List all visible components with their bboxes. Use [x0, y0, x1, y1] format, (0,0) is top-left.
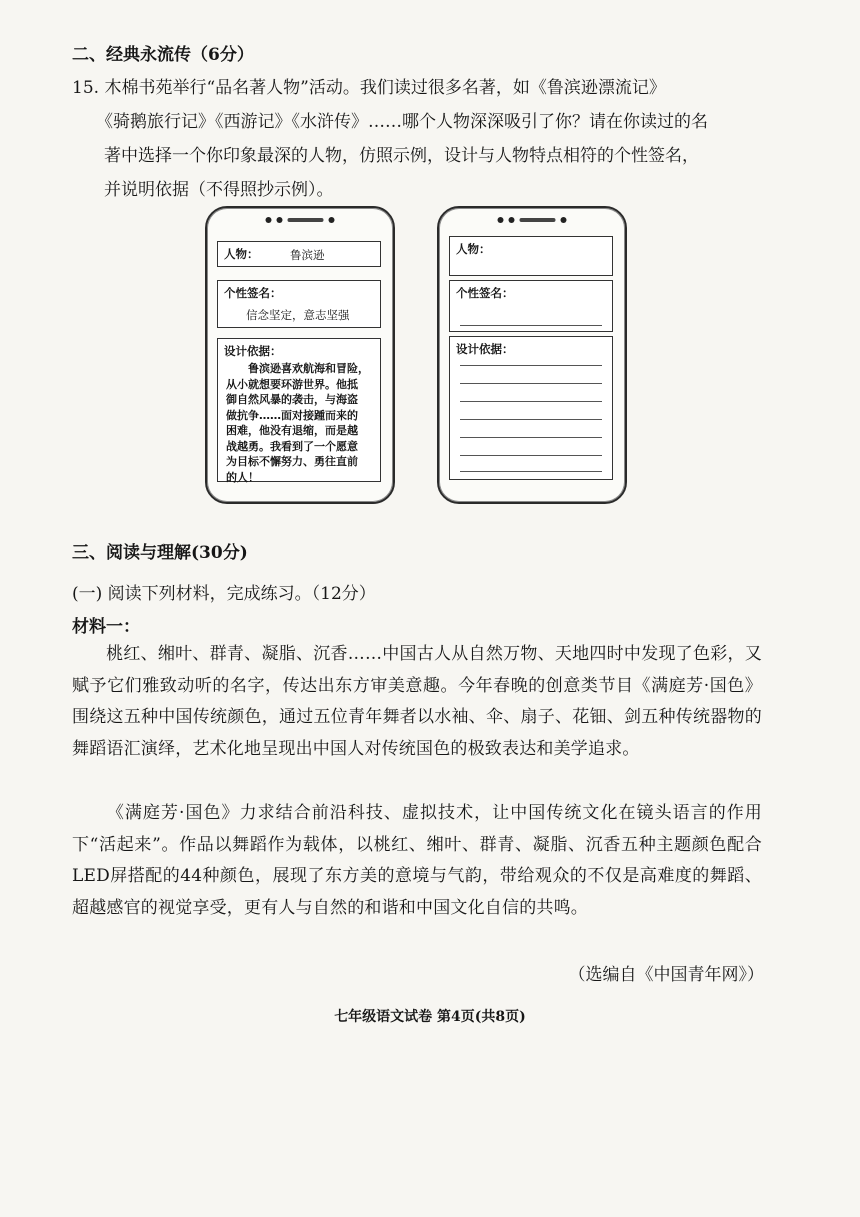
basis-line: 做抗争……面对接踵而来的: [226, 408, 358, 422]
basis-line: 困难，他没有退缩，而是越: [226, 424, 358, 437]
person-label: 人物：: [456, 242, 491, 256]
basis-line: 为目标不懈努力、勇往直前: [226, 455, 358, 468]
paragraph-text: 桃红、缃叶、群青、凝脂、沉香……中国古人从自然万物、天地四时中发现了色彩，又赋予它们雅致动听的名字，传达出东方审美意趣。今年春晚的创意类节目《满庭芳·国色》围绕这五种中国传统颜色，通过五位青年舞者以水袖、伞、扇子、花钿、剑五种传统器物的舞蹈语汇演绎，艺术化地呈现出中国人对传统国色的极致表达和美学追求。: [72, 644, 762, 759]
material-1-paragraph-2: [72, 798, 762, 924]
basis-label: 设计依据：: [456, 342, 514, 356]
person-value: 鲁滨逊: [290, 248, 325, 262]
question-15-line-4: 并说明依据（不得照抄示例）。: [104, 180, 334, 200]
basis-label: 设计依据：: [224, 344, 282, 358]
source-citation: （选编自《中国青年网》）: [568, 965, 764, 985]
example-phone: [205, 206, 395, 504]
material-1-paragraph-1: [72, 639, 762, 765]
basis-line: 从小就想要环游世界。他抵: [226, 377, 358, 391]
example-basis-field: [217, 338, 381, 482]
blank-phone: [437, 206, 627, 504]
question-15-line-1: 15. 木棉书苑举行“品名著人物”活动。我们读过很多名著，如《鲁滨逊漂流记》: [72, 78, 666, 98]
section-2-title: 二、经典永流传（6分）: [72, 45, 254, 65]
section-3-title: 三、阅读与理解(30分): [72, 543, 248, 563]
signature-label: 个性签名：: [456, 286, 514, 300]
page-footer: 七年级语文试卷 第4页(共8页): [334, 1009, 526, 1025]
answer-person-field[interactable]: [449, 236, 613, 276]
paragraph-text: 《满庭芳·国色》力求结合前沿科技、虚拟技术，让中国传统文化在镜头语言的作用下“活起来”。作品以舞蹈作为载体，以桃红、缃叶、群青、凝脂、沉香五种主题颜色配合LED屏搭配的44种颜色，展现了东方美的意境与气韵，带给观众的不仅是高难度的舞蹈、超越感官的视觉享受，更有人与自然的和谐和中国文化自信的共鸣。: [72, 803, 762, 918]
question-15-line-2: 《骑鹅旅行记》《西游记》《水浒传》……哪个人物深深吸引了你？请在你读过的名: [96, 112, 708, 132]
material-1-label: 材料一：: [72, 617, 140, 637]
answer-signature-field[interactable]: [449, 280, 613, 332]
example-signature-field: [217, 280, 381, 328]
phone-camera: [266, 217, 335, 223]
signature-value: 信念坚定，意志坚强: [246, 308, 350, 322]
basis-line: 鲁滨逊喜欢航海和冒险，: [226, 362, 369, 375]
basis-line: 战越勇。我看到了一个愿意: [226, 439, 358, 453]
basis-line: 御自然风暴的袭击，与海盗: [226, 393, 358, 406]
part-1-instruction: (一) 阅读下列材料，完成练习。（12分）: [72, 584, 376, 604]
phone-camera: [498, 217, 567, 223]
example-person-field: [217, 241, 381, 267]
signature-label: 个性签名：: [224, 286, 282, 300]
question-15-line-3: 著中选择一个你印象最深的人物，仿照示例，设计与人物特点相符的个性签名，: [104, 146, 699, 166]
person-label: 人物：: [224, 247, 259, 261]
basis-text: [226, 361, 372, 485]
answer-basis-field[interactable]: [449, 336, 613, 480]
basis-line: 的人！: [226, 470, 259, 484]
